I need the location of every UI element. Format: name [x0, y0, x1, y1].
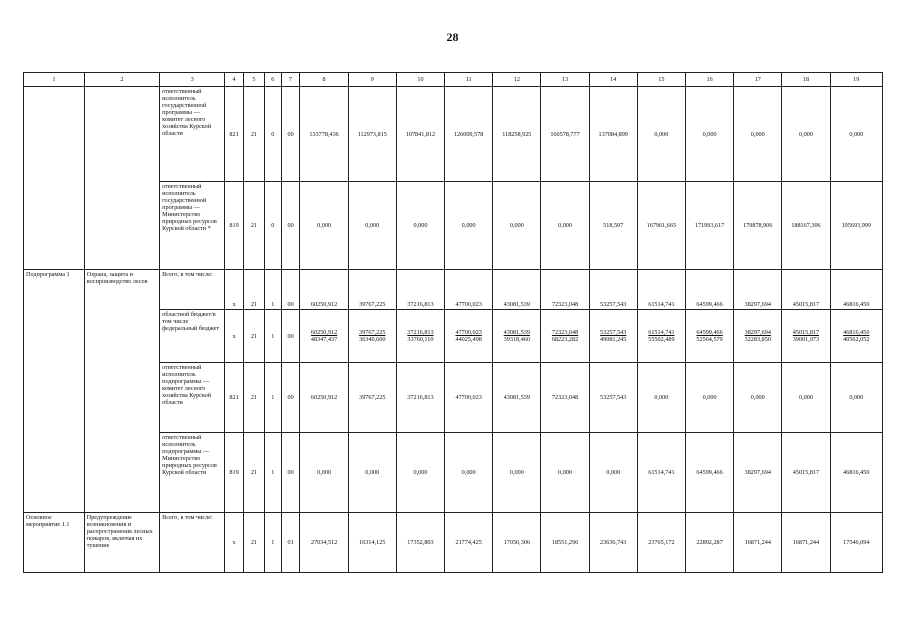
- cell-value-pair: [637, 310, 685, 363]
- cell-value: 72323,048: [541, 270, 589, 310]
- cell-value: 0,000: [734, 363, 782, 433]
- federal-budget-value: 52564,579: [696, 336, 723, 343]
- cell-value: 0,000: [830, 363, 882, 433]
- cell-value: 47700,023: [445, 363, 493, 433]
- cell-value: 17546,094: [830, 513, 882, 573]
- cell-value: 0,000: [541, 433, 589, 513]
- cell-value: 188167,306: [782, 182, 830, 270]
- cell-code: 819: [225, 182, 244, 270]
- cell-value: 0,000: [589, 433, 637, 513]
- column-header: 18: [782, 73, 830, 87]
- cell-value: 167961,665: [637, 182, 685, 270]
- table-row: [24, 513, 883, 573]
- cell-code: 0: [264, 182, 281, 270]
- cell-value: 160578,777: [541, 87, 589, 182]
- cell-value: 171993,617: [685, 182, 733, 270]
- cell-code: 00: [281, 182, 300, 270]
- cell-value: 0,000: [734, 87, 782, 182]
- cell-value: 60250,912: [300, 363, 348, 433]
- cell-code: 00: [281, 310, 300, 363]
- cell-value: 518,507: [589, 182, 637, 270]
- cell-code: 21: [243, 87, 264, 182]
- cell-code: 819: [225, 433, 244, 513]
- column-header: 16: [685, 73, 733, 87]
- column-header: 19: [830, 73, 882, 87]
- column-header: 2: [84, 73, 159, 87]
- column-header: 4: [225, 73, 244, 87]
- cell-value-pair: [685, 310, 733, 363]
- cell-code: 21: [243, 182, 264, 270]
- federal-budget-value: 68223,282: [551, 336, 579, 343]
- column-header: 11: [445, 73, 493, 87]
- cell-value-pair: [541, 310, 589, 363]
- cell-name: Предупреждение возникновения и распространения лесных пожаров, включая их тушение: [84, 513, 159, 573]
- cell-value: 23636,743: [589, 513, 637, 573]
- cell-code: 00: [281, 270, 300, 310]
- table-row: [24, 270, 883, 310]
- cell-executor: Всего, в том числе:: [160, 270, 225, 310]
- regional-budget-value: 64599,466: [696, 329, 723, 336]
- column-header: 7: [281, 73, 300, 87]
- cell-value: 46816,450: [830, 433, 882, 513]
- regional-budget-value: 43081,539: [503, 329, 530, 336]
- cell-value: 53257,543: [589, 363, 637, 433]
- cell-code: 00: [281, 363, 300, 433]
- cell-value: 0,000: [830, 87, 882, 182]
- cell-value-pair: [782, 310, 830, 363]
- cell-value-pair: [445, 310, 493, 363]
- federal-budget-value: 39318,460: [503, 336, 530, 343]
- cell-value: 195693,999: [830, 182, 882, 270]
- page-number: 28: [446, 30, 459, 44]
- federal-budget-value: 33760,110: [407, 336, 434, 343]
- cell-value: 43081,539: [493, 270, 541, 310]
- column-header: 5: [243, 73, 264, 87]
- cell-value: 133778,436: [300, 87, 348, 182]
- cell-executor: ответственный исполнитель подпрограммы — комитет лесного хозяйства Курской области: [160, 363, 225, 433]
- regional-budget-value: 39767,225: [359, 329, 386, 336]
- cell-name: [84, 87, 159, 270]
- cell-value: 0,000: [541, 182, 589, 270]
- cell-value: 0,000: [782, 87, 830, 182]
- cell-value-pair: [830, 310, 882, 363]
- cell-value: 107841,812: [396, 87, 444, 182]
- cell-value: 16871,244: [782, 513, 830, 573]
- column-header: 8: [300, 73, 348, 87]
- cell-value: 39767,225: [348, 363, 396, 433]
- cell-value: 64599,466: [685, 270, 733, 310]
- cell-value: 38297,694: [734, 433, 782, 513]
- cell-value-pair: [348, 310, 396, 363]
- cell-value-pair: [493, 310, 541, 363]
- cell-value: 46816,450: [830, 270, 882, 310]
- cell-value: 16314,125: [348, 513, 396, 573]
- cell-value: 38297,694: [734, 270, 782, 310]
- column-header: 9: [348, 73, 396, 87]
- cell-code: х: [225, 513, 244, 573]
- cell-value: 0,000: [493, 433, 541, 513]
- cell-value-pair: [589, 310, 637, 363]
- regional-budget-value: 38297,694: [744, 329, 771, 336]
- cell-value: 22892,287: [685, 513, 733, 573]
- cell-executor: ответственный исполнитель государственной программы — Министерство природных ресурсов Курской области *: [160, 182, 225, 270]
- budget-table: [23, 72, 883, 573]
- cell-value: 0,000: [445, 433, 493, 513]
- cell-value: 126009,578: [445, 87, 493, 182]
- cell-value: 64599,466: [685, 433, 733, 513]
- column-header: 13: [541, 73, 589, 87]
- column-header: 17: [734, 73, 782, 87]
- federal-budget-value: 39001,973: [792, 336, 820, 343]
- federal-budget-value: 49081,245: [600, 336, 627, 343]
- cell-code: 21: [243, 363, 264, 433]
- cell-value: 0,000: [348, 182, 396, 270]
- cell-code: 1: [264, 513, 281, 573]
- column-header: 1: [24, 73, 85, 87]
- cell-value: 60250,912: [300, 270, 348, 310]
- column-header: 15: [637, 73, 685, 87]
- cell-code: 1: [264, 310, 281, 363]
- cell-code: 1: [264, 433, 281, 513]
- regional-budget-value: 46816,450: [843, 329, 870, 336]
- cell-value: 137084,899: [589, 87, 637, 182]
- cell-value: 45015,817: [782, 270, 830, 310]
- regional-budget-value: 61514,741: [648, 329, 675, 336]
- cell-value: 18551,296: [541, 513, 589, 573]
- cell-value: 72323,048: [541, 363, 589, 433]
- cell-value: 0,000: [396, 182, 444, 270]
- federal-budget-value: 36340,600: [359, 336, 386, 343]
- cell-value: 53257,543: [589, 270, 637, 310]
- federal-budget-value: 32283,850: [744, 336, 771, 343]
- cell-value: 17056,306: [493, 513, 541, 573]
- cell-value: 0,000: [396, 433, 444, 513]
- regional-budget-value: 45015,817: [792, 329, 820, 336]
- cell-value: 45015,817: [782, 433, 830, 513]
- regional-budget-value: 60250,912: [310, 329, 338, 336]
- cell-executor: областной бюджет/в том числе федеральный бюджет: [160, 310, 225, 363]
- cell-value: 0,000: [637, 87, 685, 182]
- column-header: 14: [589, 73, 637, 87]
- cell-value: 0,000: [685, 363, 733, 433]
- cell-value: 0,000: [300, 182, 348, 270]
- cell-status: Подпрограмма 1: [24, 270, 85, 513]
- column-header: 12: [493, 73, 541, 87]
- cell-value: 47700,023: [445, 270, 493, 310]
- cell-value: 21774,425: [445, 513, 493, 573]
- cell-code: 1: [264, 363, 281, 433]
- regional-budget-value: 53257,543: [600, 329, 627, 336]
- cell-value: 0,000: [348, 433, 396, 513]
- cell-value: 39767,225: [348, 270, 396, 310]
- cell-value: 27034,512: [300, 513, 348, 573]
- header-row: [24, 73, 883, 87]
- regional-budget-value: 72323,048: [551, 329, 579, 336]
- regional-budget-value: 37216,813: [407, 329, 434, 336]
- cell-code: 821: [225, 363, 244, 433]
- cell-executor: ответственный исполнитель подпрограммы — Министерство природных ресурсов Курской области: [160, 433, 225, 513]
- cell-value: 61514,741: [637, 270, 685, 310]
- cell-value: 0,000: [637, 363, 685, 433]
- cell-value: 17352,803: [396, 513, 444, 573]
- cell-value: 0,000: [300, 433, 348, 513]
- cell-code: 21: [243, 433, 264, 513]
- cell-code: 00: [281, 87, 300, 182]
- cell-code: х: [225, 270, 244, 310]
- cell-value: 16871,244: [734, 513, 782, 573]
- cell-executor: Всего, в том числе:: [160, 513, 225, 573]
- cell-value: 0,000: [685, 87, 733, 182]
- cell-value-pair: [734, 310, 782, 363]
- cell-code: 21: [243, 270, 264, 310]
- cell-value: 37216,813: [396, 363, 444, 433]
- cell-value: 43081,539: [493, 363, 541, 433]
- cell-value-pair: [396, 310, 444, 363]
- cell-value: 61514,741: [637, 433, 685, 513]
- cell-value: 112973,815: [348, 87, 396, 182]
- federal-budget-value: 44025,498: [455, 336, 482, 343]
- table-row: [24, 87, 883, 182]
- cell-code: х: [225, 310, 244, 363]
- column-header: 10: [396, 73, 444, 87]
- cell-value: 0,000: [782, 363, 830, 433]
- cell-code: 01: [281, 513, 300, 573]
- cell-value: 118258,925: [493, 87, 541, 182]
- cell-code: 1: [264, 270, 281, 310]
- cell-code: 21: [243, 310, 264, 363]
- cell-status: Основное мероприятие 1.1: [24, 513, 85, 573]
- cell-code: 821: [225, 87, 244, 182]
- cell-value: 37216,813: [396, 270, 444, 310]
- column-header: 6: [264, 73, 281, 87]
- federal-budget-value: 55502,489: [648, 336, 675, 343]
- cell-code: 21: [243, 513, 264, 573]
- cell-value: 0,000: [445, 182, 493, 270]
- cell-value: 179878,906: [734, 182, 782, 270]
- cell-executor: ответственный исполнитель государственной программы — комитет лесного хозяйства Курской области: [160, 87, 225, 182]
- federal-budget-value: 40562,052: [843, 336, 870, 343]
- cell-name: Охрана, защита и воспроизводство лесов: [84, 270, 159, 513]
- regional-budget-value: 47700,023: [455, 329, 482, 336]
- cell-value: 0,000: [493, 182, 541, 270]
- column-header: 3: [160, 73, 225, 87]
- cell-code: 00: [281, 433, 300, 513]
- cell-status: [24, 87, 85, 270]
- cell-value: 23765,172: [637, 513, 685, 573]
- cell-value-pair: [300, 310, 348, 363]
- cell-code: 0: [264, 87, 281, 182]
- federal-budget-value: 48347,437: [310, 336, 338, 343]
